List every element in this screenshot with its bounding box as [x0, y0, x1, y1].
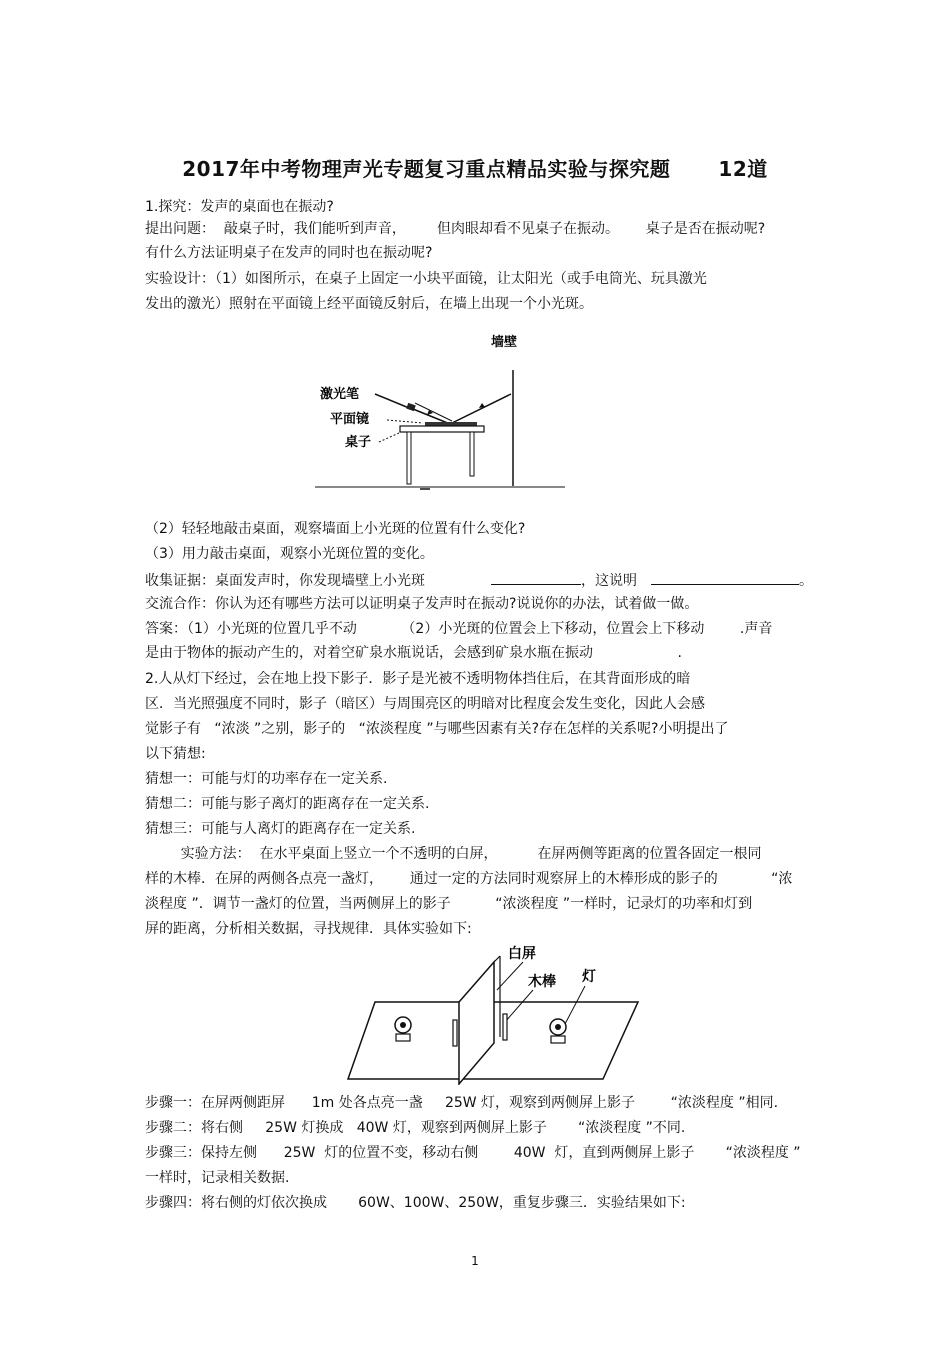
- q2-method-c: 淡程度 ”．调节一盏灯的位置，当两侧屏上的影子 “浓淡程度 ”一样时，记录灯的功率和灯到: [145, 896, 753, 912]
- label-stick: 木棒: [528, 974, 556, 990]
- pointer-laser: [375, 394, 409, 408]
- q2-intro-b: 区．当光照强度不同时，影子（暗区）与周围亮区的明暗对比程度会发生变化，因此人会感: [145, 696, 705, 712]
- q2-intro-a: 2.人从灯下经过，会在地上投下影子．影子是光被不透明物体挡住后，在其背面形成的暗: [145, 671, 691, 687]
- q1-heading: 1.探究：发声的桌面也在振动?: [145, 199, 334, 215]
- incident-arrow: [427, 410, 433, 415]
- title-count: 12道: [718, 157, 768, 181]
- q1-answer-b: 是由于物体的振动产生的，对着空矿泉水瓶说话，会感到矿泉水瓶在振动 .: [145, 645, 683, 661]
- blank-conclusion[interactable]: [651, 570, 799, 585]
- lamp-left: [395, 1017, 411, 1041]
- label-laser: 激光笔: [320, 387, 360, 402]
- q2-step-4: 步骤四：将右侧的灯依次换成 60W、100W、250W，重复步骤三．实验结果如下:: [145, 1195, 686, 1211]
- label-lamp: 灯: [582, 969, 596, 985]
- q1-figure-laser-wall: [315, 330, 570, 495]
- table-leg-right: [470, 432, 474, 476]
- q2-method-d: 屏的距离，分析相关数据，寻找规律．具体实验如下:: [145, 921, 472, 937]
- pointer-screen: [497, 962, 523, 990]
- q2-step-3b: 一样时，记录相关数据.: [145, 1170, 290, 1186]
- q1-design-a: 实验设计：（1）如图所示，在桌子上固定一小块平面镜，让太阳光（或手电筒光、玩具激光: [145, 271, 707, 287]
- label-white-screen: 白屏: [508, 946, 536, 962]
- lamp-right: [550, 1019, 566, 1043]
- stick-left: [453, 1020, 457, 1046]
- stick-right: [503, 1014, 507, 1040]
- label-table: 桌子: [345, 435, 372, 450]
- label-mirror: 平面镜: [330, 412, 370, 427]
- q2-step-3a: 步骤三：保持左侧 25W 灯的位置不变，移动右侧 40W 灯，直到两侧屏上影子 “浓淡程度 ”: [145, 1145, 801, 1161]
- q2-intro-c: 觉影子有 “浓淡 ”之别，影子的 “浓淡程度 ”与哪些因素有关?存在怎样的关系呢?小明提出了: [145, 721, 729, 737]
- q1-exchange: 交流合作：你认为还有哪些方法可以证明桌子发声时在振动?说说你的办法，试着做一做。: [145, 596, 699, 612]
- q1-answer-a: 答案：（1）小光斑的位置几乎不动 （2）小光斑的位置会上下移动，位置会上下移动 .声音: [145, 621, 773, 637]
- q2-guess-3: 猜想三：可能与人离灯的距离存在一定关系.: [145, 821, 416, 837]
- page-number: 1: [471, 1254, 479, 1268]
- white-screen: [459, 962, 494, 1084]
- q2-intro-d: 以下猜想:: [145, 746, 206, 762]
- pointer-table: [379, 433, 399, 442]
- q2-step-1: 步骤一：在屏两侧距屏 1m 处各点亮一盏 25W 灯，观察到两侧屏上影子 “浓淡程度 ”相同.: [145, 1095, 779, 1111]
- title-main: 2017年中考物理声光专题复习重点精品实验与探究题: [182, 157, 671, 181]
- table-leg-left: [407, 432, 411, 484]
- q1-step2: （2）轻轻地敲击桌面，观察墙面上小光斑的位置有什么变化?: [145, 521, 526, 537]
- mirror-shape: [425, 422, 477, 426]
- q2-guess-2: 猜想二：可能与影子离灯的距离存在一定关系.: [145, 796, 430, 812]
- q2-guess-1: 猜想一：可能与灯的功率存在一定关系.: [145, 771, 388, 787]
- q1-step3: （3）用力敲击桌面，观察小光斑位置的变化。: [145, 546, 434, 562]
- reflected-ray: [450, 394, 511, 424]
- label-wall: 墙壁: [491, 335, 518, 350]
- pointer-mirror: [387, 420, 423, 423]
- table-top: [400, 426, 484, 432]
- pointer-stick: [505, 990, 533, 1022]
- blank-observation[interactable]: [491, 570, 581, 585]
- page-title: [0, 153, 950, 182]
- q2-figure-screen-lamps: [345, 940, 645, 1085]
- q1-question-b: 有什么方法证明桌子在发声的同时也在振动呢?: [145, 245, 433, 261]
- screen-top-edge: [494, 956, 500, 962]
- q1-evidence: 收集证据：桌面发声时，你发现墙壁上小光斑 ，这说明 。: [145, 570, 813, 590]
- q2-method-b: 样的木棒．在屏的两侧各点亮一盏灯， 通过一定的方法同时观察屏上的木棒形成的影子的 “浓: [145, 871, 793, 887]
- q2-step-2: 步骤二：将右侧 25W 灯换成 40W 灯，观察到两侧屏上影子 “浓淡程度 ”不同.: [145, 1120, 686, 1136]
- q1-question-a: 提出问题： 敲桌子时，我们能听到声音， 但肉眼却看不见桌子在振动。 桌子是否在振动呢?: [145, 221, 766, 237]
- pointer-lamp: [565, 986, 585, 1024]
- q1-design-b: 发出的激光）照射在平面镜上经平面镜反射后，在墙上出现一个小光斑。: [145, 296, 593, 312]
- q2-method-a: 实验方法： 在水平桌面上竖立一个不透明的白屏， 在屏两侧等距离的位置各固定一根同: [145, 846, 762, 862]
